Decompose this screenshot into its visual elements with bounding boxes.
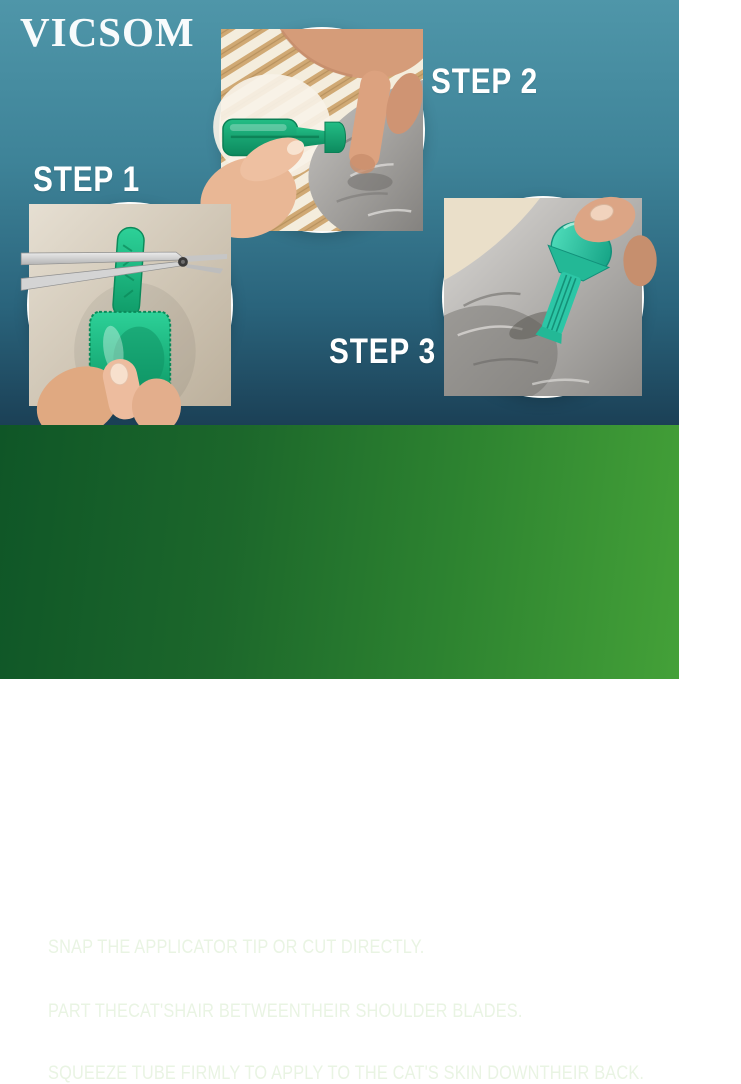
instruction-step-label: STEP 2:	[48, 971, 133, 998]
instruction-step-text: PART THECAT'SHAIR BETWEENTHEIR SHOULDER BLADES.	[48, 1001, 523, 1023]
instruction-step-row	[16, 908, 486, 958]
instruction-step-texts	[48, 1034, 741, 1084]
how-to-use-title: HOW TO USE	[235, 863, 444, 907]
instruction-step-texts	[48, 972, 600, 1022]
instruction-step-text: SQUEEZE TUBE FIRMLY TO APPLY TO THE CAT'S SKIN DOWNTHEIR BACK.	[48, 1063, 645, 1084]
hero-section	[0, 0, 679, 425]
parting-cat-hair-scene	[221, 29, 423, 231]
paw-icon	[16, 973, 43, 1000]
scissors-cut-scene	[29, 204, 231, 406]
apply-on-skin-scene	[444, 198, 642, 396]
step1-photo	[27, 202, 233, 408]
instruction-step-row	[16, 972, 600, 1022]
how-to-use-section	[0, 425, 679, 1084]
brand-logo: VICSOM	[20, 9, 195, 55]
step3-photo-label: STEP 3	[329, 332, 437, 371]
step3-photo	[442, 196, 644, 398]
instruction-step-label: STEP 1:	[48, 907, 133, 934]
instruction-step-texts	[48, 908, 486, 958]
step1-photo-label: STEP 1	[33, 160, 141, 199]
instruction-step-text: SNAP THE APPLICATOR TIP OR CUT DIRECTLY.	[48, 937, 425, 959]
step2-photo	[219, 27, 425, 233]
instruction-step-row	[16, 1034, 741, 1084]
how-to-use-title-wrap	[0, 863, 679, 908]
paw-icon	[16, 909, 43, 936]
paw-icon	[16, 1035, 43, 1062]
instruction-step-label: STEP 3:	[48, 1033, 133, 1060]
step2-photo-label: STEP 2	[431, 62, 539, 101]
